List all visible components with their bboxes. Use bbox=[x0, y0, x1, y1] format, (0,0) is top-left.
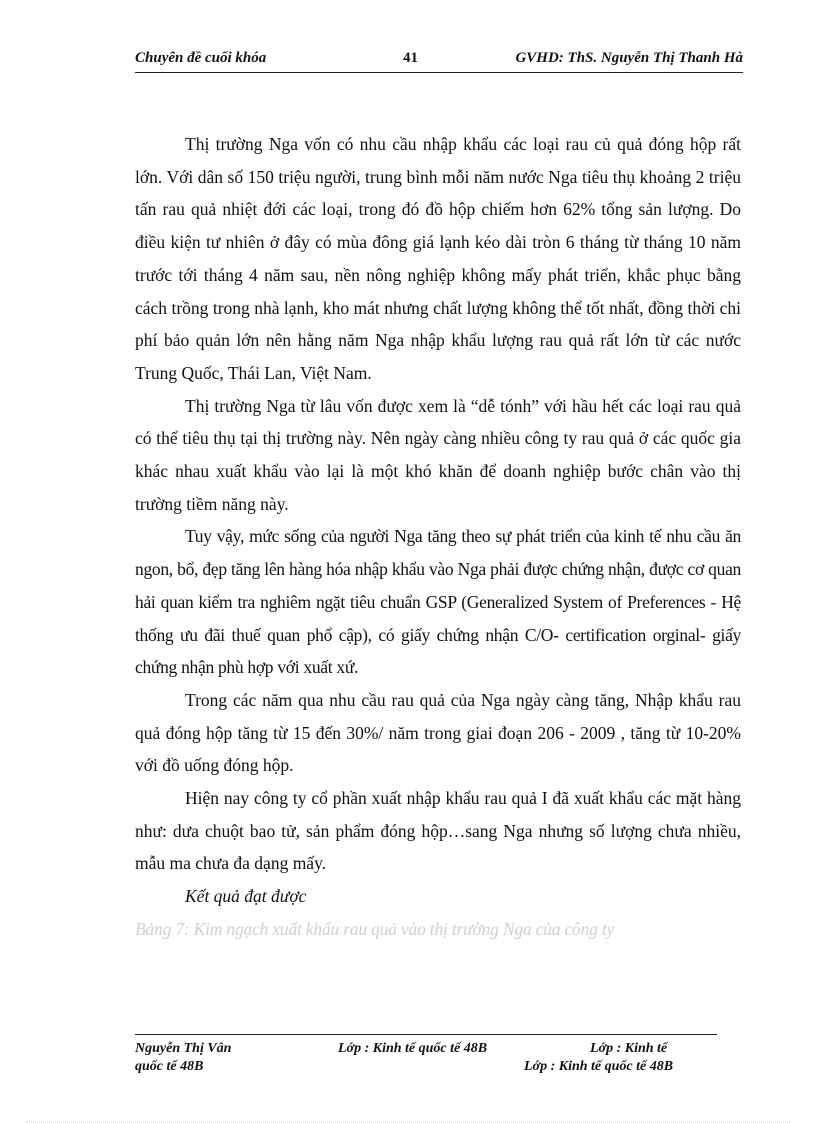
footer-class-continuation: quốc tế 48B bbox=[135, 1059, 204, 1074]
footer-class-1: Lớp : Kinh tế quốc tế 48B bbox=[338, 1041, 488, 1056]
footer-class-2-part1: Lớp : Kinh tế bbox=[590, 1041, 668, 1056]
footer-class-2-part2: Lớp : Kinh tế quốc tế 48B bbox=[524, 1059, 674, 1074]
page-number: 41 bbox=[403, 50, 418, 66]
paragraph-russia-market-demand: Thị trường Nga vốn có nhu cầu nhập khẩu các loại rau củ quả đóng hộp rất lớn. Với dân số 150 triệu người, trung bình mỗi năm nước Nga tiêu thụ khoảng 2 triệu tấn rau quả nhiệt đới các loại, trong đó đồ hộp chiếm hơn 62% tổng sản lượng. Do điều kiện tư nhiên ở đây có mùa đông giá lạnh kéo dài tròn 6 tháng từ tháng 10 năm trước tới tháng 4 năm sau, nền nông nghiệp không mấy phát triển, khắc phục bằng cách trồng trong nhà lạnh, kho mát nhưng chất lượng không thể tốt nhất, đồng thời chi phí bảo quản lớn nên hằng năm Nga nhập khẩu lượng rau quả rất lớn từ các nước Trung Quốc, Thái Lan, Việt Nam. bbox=[135, 134, 741, 383]
subheading-results: Kết quả đạt được bbox=[185, 886, 307, 907]
page-footer bbox=[135, 1040, 717, 1080]
document-body bbox=[135, 128, 741, 946]
paragraph-company-exports: Hiện nay công ty cổ phần xuất nhập khẩu rau quả I đã xuất khẩu các mặt hàng như: dưa chuột bao tử, sản phẩm đóng hộp…sang Nga nhưng số lượng chưa nhiều, mẫu ma chưa đa dạng mấy. bbox=[135, 788, 741, 874]
paragraph-easy-market: Thị trường Nga từ lâu vốn được xem là “dễ tónh” với hầu hết các loại rau quả có thể tiêu thụ tại thị trường này. Nên ngày càng nhiều công ty rau quả ở các quốc gia khác nhau xuất khẩu vào lại là một khó khăn để doanh nghiệp bước chân vào thị trường tiềm năng này. bbox=[135, 395, 741, 514]
table-caption: Bảng 7: Kim ngạch xuất khẩu rau quả vào thị trường Nga của công ty bbox=[135, 918, 615, 939]
footer-divider bbox=[135, 1034, 717, 1035]
footer-author: Nguyễn Thị Vân bbox=[135, 1041, 232, 1056]
header-document-title: Chuyên đề cuối khóa bbox=[135, 50, 267, 66]
page-header bbox=[135, 48, 743, 73]
paragraph-certification: Tuy vậy, mức sống của người Nga tăng theo sự phát triển của kinh tế nhu cầu ăn ngon, bổ, đẹp tăng lên hàng hóa nhập khẩu vào Nga phải được chứng nhận, được cơ quan hải quan kiểm tra nghiêm ngặt tiêu chuẩn GSP (Generalized System of Preferences - Hệ thống ưu đãi thuế quan phổ cập), có giấy chứng nhận C/O- certification orginal- giấy chứng nhận phù hợp với xuất xứ. bbox=[135, 526, 741, 678]
paragraph-demand-growth: Trong các năm qua nhu cầu rau quả của Nga ngày càng tăng, Nhập khẩu rau quả đóng hộp tăng từ 15 đến 30%/ năm trong giai đoạn 206 - 2009 , tăng từ 10-20% với đồ uống đóng hộp. bbox=[135, 689, 741, 776]
header-supervisor: GVHD: ThS. Nguyễn Thị Thanh Hà bbox=[515, 50, 743, 66]
